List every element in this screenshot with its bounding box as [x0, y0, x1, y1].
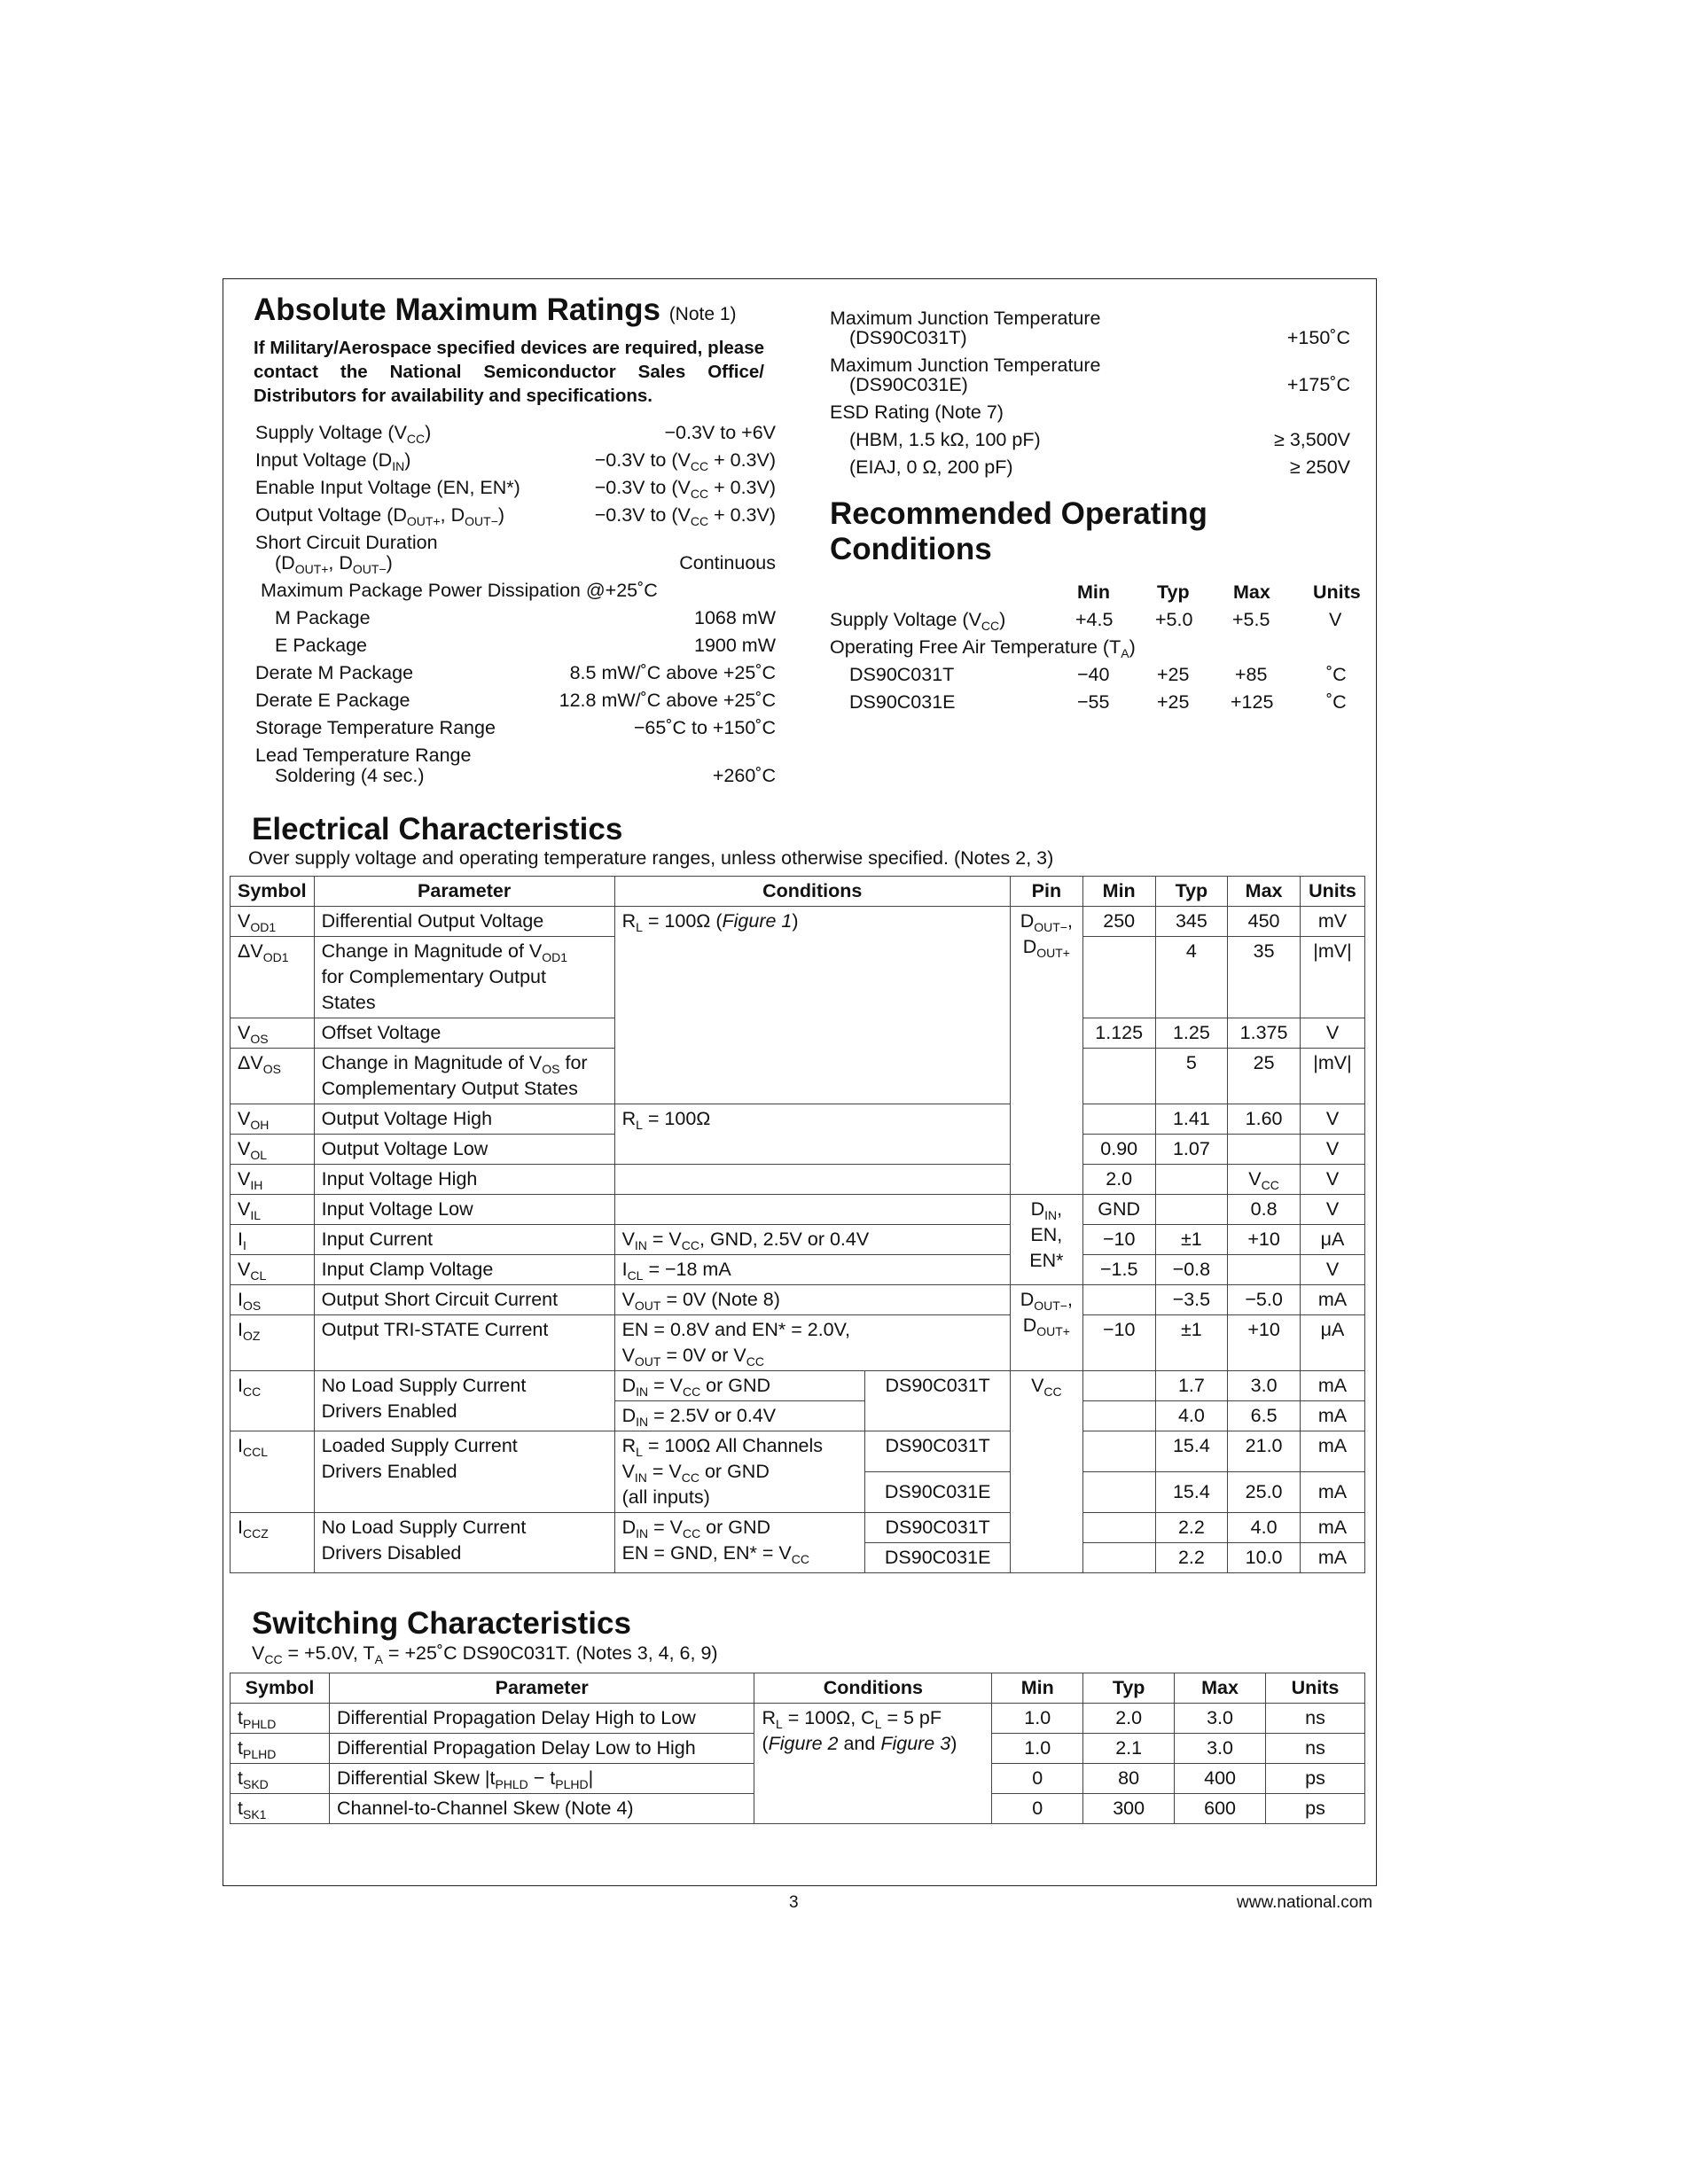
amr-right-value: +175˚C	[1286, 374, 1350, 395]
roc-row-units: ˚C	[1326, 664, 1347, 685]
table-row: $I_{CC}$ No Load Supply Current Drivers Enabled $D_{IN} = V_{CC}$ or GND DS90C031T $V_{CC}$ 1.7 3.0 mA	[231, 1371, 1365, 1401]
amr-item-value: −0.3V to $(V_{CC} + 0.3V)$	[594, 477, 776, 501]
amr-item-label: Lead Temperature Range	[255, 745, 472, 766]
table-row: $V_{OS}$ Offset Voltage 1.125 1.25 1.375 V	[231, 1018, 1365, 1049]
sc-param: Differential Skew $|t_{PHLD} - t_{PLHD}|$	[329, 1764, 754, 1794]
table-row: $V_{OL}$ Output Voltage Low 0.90 1.07 V	[231, 1135, 1365, 1165]
sc-header-row	[231, 1673, 1365, 1704]
roc-row-max: +85	[1235, 664, 1268, 685]
ec-header: Conditions	[614, 877, 1010, 907]
roc-row-typ: +5.0	[1155, 609, 1193, 630]
table-row: $t_{PHLD}$ Differential Propagation Delay High to Low $R_L = 100\Omega$, $C_L = 5$ pF (Figure 2 and Figure 3) 1.0 2.0 3.0 ns	[231, 1704, 1365, 1734]
ec-header: Parameter	[314, 877, 614, 907]
roc-row-label: DS90C031T	[849, 664, 955, 685]
sc-header: Symbol	[231, 1673, 330, 1704]
sc-subtitle: $V_{CC} = +5.0V$, $T_A$ = +25˚C DS90C031T. (Notes 3, 4, 6, 9)	[252, 1642, 718, 1666]
ec-subtitle: Over supply voltage and operating temperature ranges, unless otherwise specified. (Notes 2, 3)	[248, 847, 1054, 869]
table-row: DS90C031E 2.2 10.0 mA	[231, 1543, 1365, 1573]
ec-header: Units	[1300, 877, 1364, 907]
amr-item-value: −0.3V to $(V_{CC} + 0.3V)$	[594, 504, 776, 528]
table-row: $I_{OS}$ Output Short Circuit Current $V_{OUT} = 0V$ (Note 8) $D_{OUT-}$, $D_{OUT+}$ −3.5 −5.0 mA	[231, 1285, 1365, 1315]
table-row: $V_{CL}$ Input Clamp Voltage $I_{CL} = -18$ mA −1.5 −0.8 V	[231, 1255, 1365, 1285]
table-row: $V_{IH}$ Input Voltage High 2.0 $V_{CC}$ V	[231, 1165, 1365, 1195]
amr-item-value: 1068 mW	[693, 607, 776, 628]
roc-header-min: Min	[1077, 581, 1111, 603]
ec-header: Min	[1082, 877, 1155, 907]
ec-table	[230, 876, 1365, 1573]
table-row: $t_{PLHD}$ Differential Propagation Delay Low to High 1.0 2.1 3.0 ns	[231, 1734, 1365, 1764]
amr-item-value: −65˚C to +150˚C	[633, 717, 776, 738]
ec-title: Electrical Characteristics	[252, 812, 623, 846]
amr-item-value: −0.3V to +6V	[664, 422, 776, 443]
amr-intro: If Military/Aerospace specified devices are required, please contact the National Semiconductor Sales Office/ Distributors for availability and specifications.	[254, 338, 764, 406]
roc-header-typ: Typ	[1157, 581, 1190, 603]
sc-header: Conditions	[754, 1673, 992, 1704]
table-row: $I_{CCL}$ Loaded Supply Current Drivers Enabled $R_L = 100\Omega$ All Channels $V_{IN} = V_{CC}$ or GND (all inputs) DS90C031T 15.4 21.0 mA	[231, 1431, 1365, 1472]
roc-row-label: Operating Free Air Temperature $(T_A)$	[830, 636, 1136, 660]
amr-right-label2: (DS90C031T)	[849, 327, 967, 348]
amr-item-label: Enable Input Voltage (EN, EN*)	[255, 477, 520, 498]
amr-item-label: Supply Voltage $(V_{CC})$	[255, 422, 432, 446]
ec-header: Typ	[1155, 877, 1228, 907]
amr-title: Absolute Maximum Ratings (Note 1)	[254, 292, 737, 327]
table-row: $t_{SK1}$ Channel-to-Channel Skew (Note 4) 0 300 600 ps	[231, 1794, 1365, 1824]
amr-item-value: 1900 mW	[693, 635, 776, 656]
table-row: $t_{SKD}$ Differential Skew $|t_{PHLD} - t_{PLHD}|$ 0 80 400 ps	[231, 1764, 1365, 1794]
roc-row-label: Supply Voltage $(V_{CC})$	[830, 609, 1006, 633]
table-row: $V_{OD1}$ Differential Output Voltage $R_L = 100\Omega$ (Figure 1) $D_{OUT-}$, $D_{OUT+}$ 250 345 450 mV	[231, 907, 1365, 937]
amr-item-value: Continuous	[679, 552, 776, 573]
amr-item-label: Output Voltage ($D_{OUT+}$, $D_{OUT-}$)	[255, 504, 505, 528]
sc-param: Channel-to-Channel Skew (Note 4)	[329, 1794, 754, 1824]
amr-right-label: (HBM, 1.5 kΩ, 100 pF)	[849, 429, 1041, 450]
amr-right-value: +150˚C	[1286, 327, 1350, 348]
ec-header: Pin	[1010, 877, 1082, 907]
amr-item-value: 8.5 mW/˚C above +25˚C	[569, 662, 776, 683]
roc-row-units: V	[1329, 609, 1342, 630]
amr-item-label: Short Circuit Duration	[255, 532, 438, 553]
amr-item-label: Maximum Package Power Dissipation @+25˚C	[261, 580, 658, 601]
roc-row-label: DS90C031E	[849, 691, 956, 713]
roc-row-typ: +25	[1157, 664, 1190, 685]
table-row: $V_{IL}$ Input Voltage Low $D_{IN}$, EN, EN* GND 0.8 V	[231, 1195, 1365, 1225]
ec-header: Symbol	[231, 877, 315, 907]
ec-header-row	[231, 877, 1365, 907]
sc-header: Typ	[1083, 1673, 1175, 1704]
sc-header: Parameter	[329, 1673, 754, 1704]
roc-row-min: −55	[1077, 691, 1110, 713]
sc-header: Min	[992, 1673, 1083, 1704]
amr-right-label: (EIAJ, 0 Ω, 200 pF)	[849, 456, 1013, 478]
amr-item-label2: Soldering (4 sec.)	[275, 765, 425, 786]
amr-item-label: Derate E Package	[255, 690, 410, 711]
footer-link[interactable]: www.national.com	[1237, 1893, 1373, 1912]
amr-right-label2: (DS90C031E)	[849, 374, 968, 395]
table-row: $I_I$ Input Current $V_{IN} = V_{CC}$, GND, 2.5V or 0.4V −10 ±1 +10 μA	[231, 1225, 1365, 1255]
roc-title: Recommended Operating Conditions	[830, 496, 1207, 566]
ec-header: Max	[1228, 877, 1301, 907]
table-row: $\Delta V_{OS}$ Change in Magnitude of $V_{OS}$ for Complementary Output States 5 25 |mV|	[231, 1049, 1365, 1104]
roc-row-max: +5.5	[1232, 609, 1270, 630]
amr-item-label: Storage Temperature Range	[255, 717, 496, 738]
amr-right-value: ≥ 3,500V	[1274, 429, 1350, 450]
amr-item-label: E Package	[275, 635, 367, 656]
amr-right-label: ESD Rating (Note 7)	[830, 402, 1004, 423]
roc-row-min: −40	[1077, 664, 1110, 685]
sc-header: Max	[1175, 1673, 1266, 1704]
amr-item-label2: ($D_{OUT+}$, $D_{OUT-}$)	[275, 552, 393, 576]
amr-item-value: −0.3V to $(V_{CC} + 0.3V)$	[594, 449, 776, 473]
table-row: $V_{OH}$ Output Voltage High $R_L = 100\Omega$ 1.41 1.60 V	[231, 1104, 1365, 1135]
table-row: $D_{IN} = 2.5V$ or 0.4V 4.0 6.5 mA	[231, 1401, 1365, 1431]
amr-right-label: Maximum Junction Temperature	[830, 355, 1101, 376]
amr-item-value: +260˚C	[712, 765, 776, 786]
amr-item-label: Input Voltage $(D_{IN})$	[255, 449, 411, 473]
roc-header-max: Max	[1233, 581, 1270, 603]
page-number: 3	[789, 1893, 799, 1912]
sc-param: Differential Propagation Delay High to Low	[329, 1704, 754, 1734]
roc-row-max: +125	[1231, 691, 1274, 713]
table-row: $\Delta V_{OD1}$ Change in Magnitude of $V_{OD1}$ for Complementary Output States 4 35 |mV|	[231, 937, 1365, 1018]
amr-right-label: Maximum Junction Temperature	[830, 308, 1101, 329]
sc-header: Units	[1266, 1673, 1365, 1704]
amr-right-value: ≥ 250V	[1290, 456, 1350, 478]
roc-row-typ: +25	[1157, 691, 1190, 713]
sc-table	[230, 1673, 1365, 1824]
amr-item-label: Derate M Package	[255, 662, 414, 683]
amr-item-value: 12.8 mW/˚C above +25˚C	[559, 690, 776, 711]
roc-row-units: ˚C	[1326, 691, 1347, 713]
roc-row-min: +4.5	[1075, 609, 1114, 630]
table-row: $I_{OZ}$ Output TRI-STATE Current EN = 0.8V and EN* = 2.0V, $V_{OUT} = 0V$ or $V_{CC}$ −10 ±1 +10 μA	[231, 1315, 1365, 1371]
sc-param: Differential Propagation Delay Low to High	[329, 1734, 754, 1764]
roc-header-units: Units	[1313, 581, 1361, 603]
amr-item-label: M Package	[275, 607, 371, 628]
sc-conditions: $R_L = 100\Omega$, $C_L = 5$ pF (Figure 2 and Figure 3)	[754, 1704, 992, 1824]
sc-title: Switching Characteristics	[252, 1606, 631, 1641]
table-row: DS90C031E 15.4 25.0 mA	[231, 1472, 1365, 1513]
table-row: $I_{CCZ}$ No Load Supply Current Drivers Disabled $D_{IN} = V_{CC}$ or GND EN = GND, $EN* = V_{CC}$ DS90C031T 2.2 4.0 mA	[231, 1513, 1365, 1543]
